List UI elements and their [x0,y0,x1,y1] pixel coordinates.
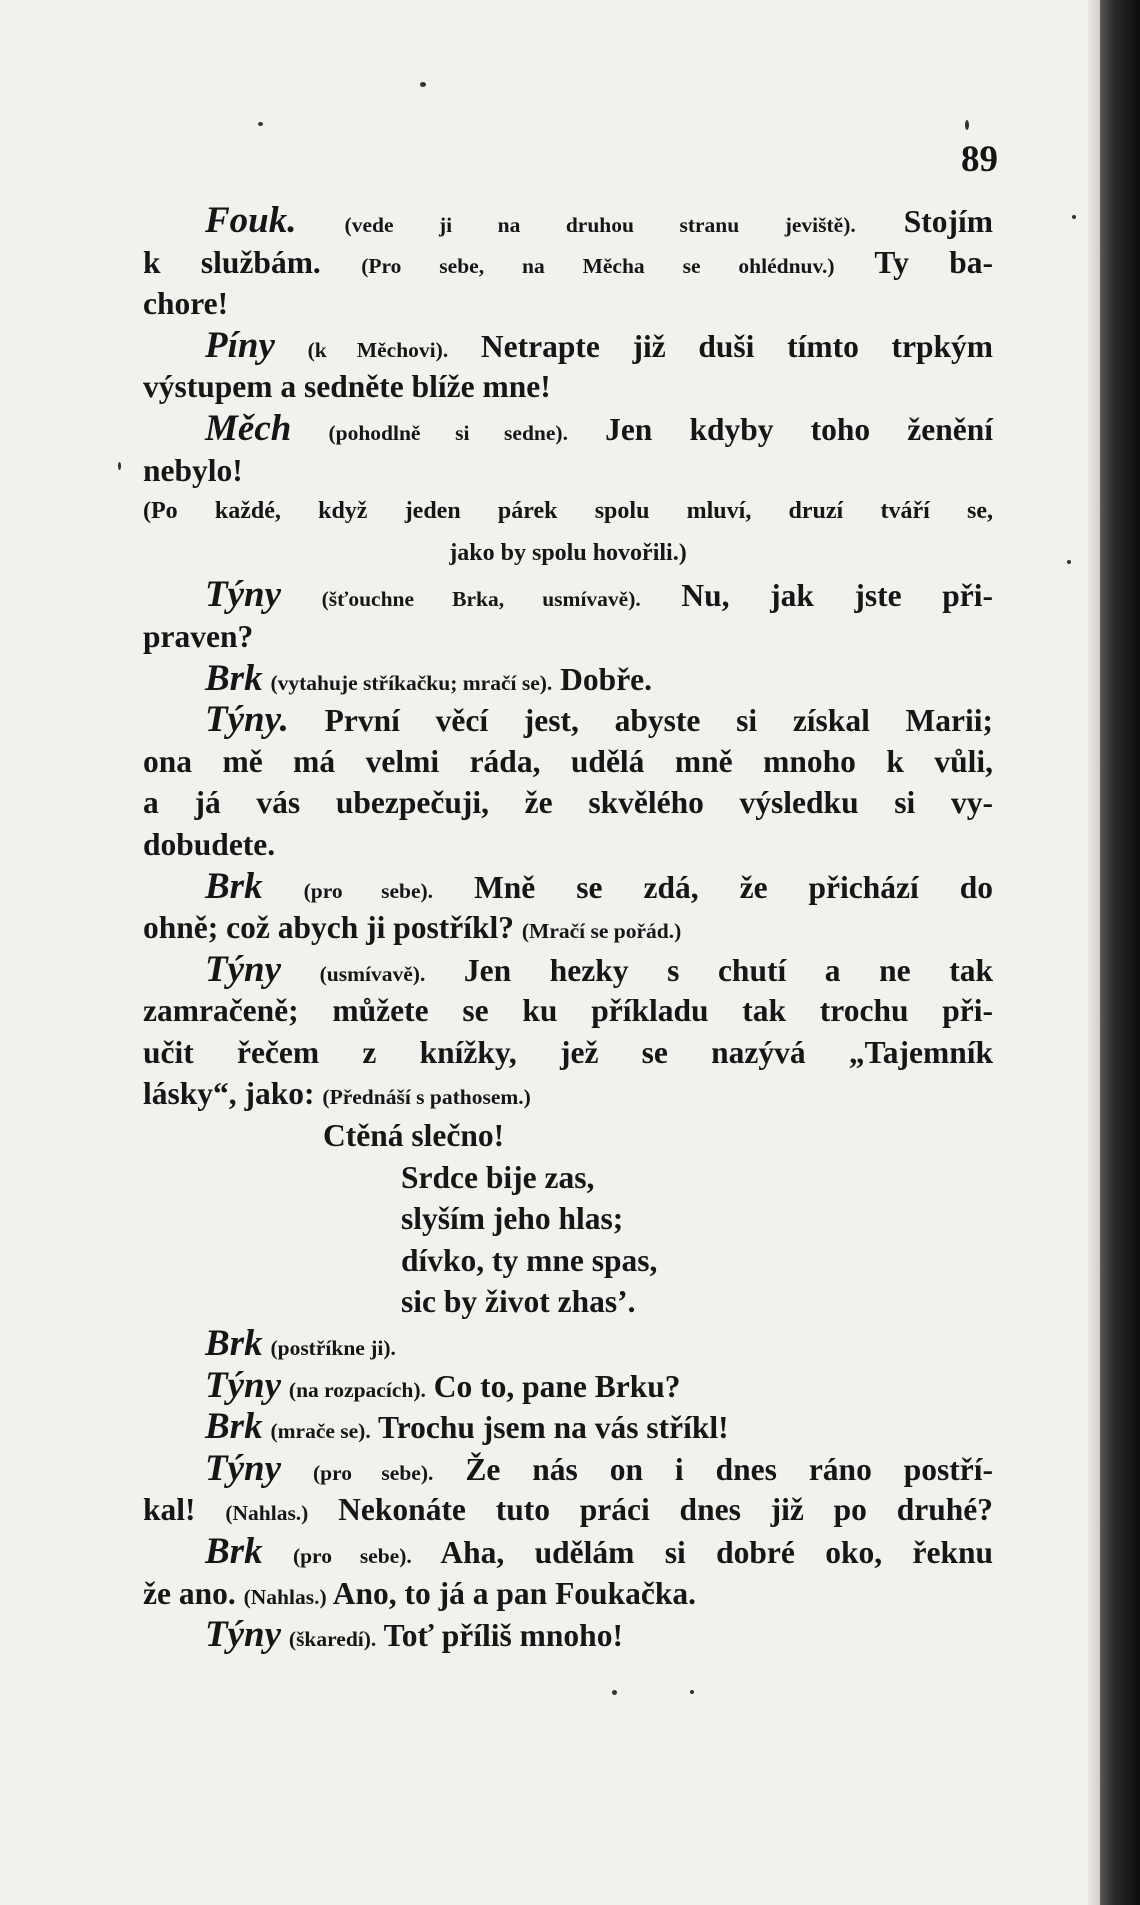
verse-line [143,1281,993,1323]
text-line [143,1448,993,1490]
book-spine [1100,0,1140,1905]
speaker-name: Týny. [205,699,289,741]
dialogue: chore! [143,286,229,322]
text-line [143,741,993,783]
verse-line [143,1240,993,1282]
text-line [143,1489,993,1531]
text-line [143,1531,993,1573]
play-text [143,200,993,1656]
speaker-name: Měch [205,407,292,449]
stage-direction: (mrače se). [270,1419,371,1444]
speaker-name: Brk [205,657,263,699]
dialogue: Nu, jak jste při- [681,578,993,614]
verse-text: sic by život zhas’. [401,1284,636,1320]
speaker-name: Brk [205,865,263,907]
text-line [143,283,993,325]
scan-speck [1067,560,1071,564]
text-line [143,658,993,700]
dialogue: První věcí jest, abyste si získal Marii; [324,703,994,739]
stage-direction: (pohodlně si sedne). [328,420,568,445]
text-line [143,242,993,284]
text-line [143,1573,993,1615]
scan-speck [690,1690,694,1694]
dialogue: lásky“, jako: [143,1076,315,1112]
stage-direction: (škaredí). [288,1627,377,1652]
speaker-name: Týny [205,574,282,616]
dialogue: kal! [143,1492,196,1528]
dialogue: učit řečem z knížky, jež se nazývá „Tajemník [143,1034,993,1070]
dialogue: zamračeně; můžete se ku příkladu tak trochu při- [143,993,993,1029]
text-line [143,366,993,408]
stage-direction: (Mračí se pořád.) [521,919,682,944]
stage-direction: (Nahlas.) [225,1501,309,1526]
dialogue: Mně se zdá, že přichází do [474,869,994,905]
scan-speck [420,82,426,87]
dialogue: Jen hezky s chutí a ne tak [463,952,993,988]
text-line [143,325,993,367]
text-line [143,990,993,1032]
scan-speck [1072,215,1076,219]
speaker-name: Týny [205,1447,282,1489]
dialogue: Jen kdyby toho ženění [605,411,993,447]
dialogue: Nekonáte tuto práci dnes již po druhé? [338,1492,994,1528]
dialogue: Netrapte již duši tímto trpkým [480,328,993,364]
stage-direction: (postříkne ji). [270,1336,396,1361]
stage-direction: (Přednáší s pathosem.) [322,1085,531,1110]
stage-direction: (pro sebe). [292,1544,412,1568]
speaker-name: Brk [205,1323,263,1365]
text-line [143,907,993,949]
dialogue: Co to, pane Brku? [433,1368,681,1404]
dialogue: Že nás on i dnes ráno postří- [465,1451,993,1487]
dialogue: Aha, udělám si dobré oko, řeknu [440,1535,994,1570]
dialogue: ona mě má velmi ráda, udělá mně mnoho k vůli, [143,743,993,779]
dialogue: že ano. [143,1575,236,1611]
dialogue: Toť příliš mnoho! [383,1618,623,1654]
stage-direction: (pro sebe). [303,878,434,903]
dialogue: Ty ba- [874,244,993,280]
text-line [143,616,993,658]
text-line [143,1032,993,1074]
verse-text: dívko, ty mne spas, [401,1242,658,1278]
stage-direction: (na rozpacích). [288,1377,426,1402]
stage-direction: jako by spolu hovořili.) [449,539,687,566]
dialogue: Trochu jsem na vás stříkl! [378,1410,729,1446]
verse-text: Srdce bije zas, [401,1159,595,1195]
scan-speck [612,1690,617,1695]
text-line [143,1614,993,1656]
speaker-name: Týny [205,948,282,990]
stage-note-line [143,491,993,533]
scan-speck [965,120,969,130]
dialogue: Ano, to já a pan Foukačka. [332,1575,696,1611]
verse-line [143,1198,993,1240]
dialogue: a já vás ubezpečuji, že skvělého výsledku si vy- [143,785,993,821]
dialogue: nebylo! [143,452,243,488]
text-line [143,782,993,824]
dialogue: ohně; což abych ji postříkl? [143,910,515,946]
text-line [143,450,993,492]
text-line [143,824,993,866]
dialogue: praven? [143,618,254,654]
speaker-name: Píny [205,324,275,366]
dialogue: výstupem a sedněte blíže mne! [143,369,551,405]
text-line [143,1073,993,1115]
stage-direction: (usmívavě). [319,961,426,986]
verse-line [143,1157,993,1199]
page-number: 89 [961,139,998,180]
verse-text: slyším jeho hlas; [401,1201,624,1237]
dialogue: Stojím [903,204,994,239]
dialogue: k službám. [143,244,321,280]
speaker-name: Fouk. [205,200,297,241]
speaker-name: Brk [205,1406,263,1448]
speaker-name: Týny [205,1364,282,1406]
stage-note-line [143,533,993,575]
stage-direction: (k Měchovi). [307,337,449,362]
dialogue: Dobře. [560,661,653,697]
stage-direction: (Pro sebe, na Měcha se ohlédnuv.) [361,253,835,278]
scan-speck [118,462,121,470]
stage-direction: (pro sebe). [312,1460,434,1485]
text-line [143,1406,993,1448]
stage-direction: (Po každé, když jeden párek spolu mluví, druzí tváří se, [143,498,993,525]
text-line [143,574,993,616]
dialogue: dobudete. [143,826,276,862]
stage-direction: (šťouchne Brka, usmívavě). [321,587,641,612]
scan-speck [258,122,263,126]
text-line [143,699,993,741]
speaker-name: Brk [205,1531,263,1572]
text-line [143,1323,993,1365]
verse-line [143,1115,993,1157]
speaker-name: Týny [205,1614,282,1656]
text-line [143,949,993,991]
verse-text: Ctěná slečno! [323,1118,505,1154]
stage-direction: (vede ji na druhou stranu jeviště). [344,213,856,237]
text-line [143,1365,993,1407]
text-line [143,408,993,450]
stage-direction: (vytahuje stříkačku; mračí se). [270,670,553,695]
stage-direction: (Nahlas.) [243,1584,327,1609]
text-line [143,200,993,242]
text-line [143,866,993,908]
